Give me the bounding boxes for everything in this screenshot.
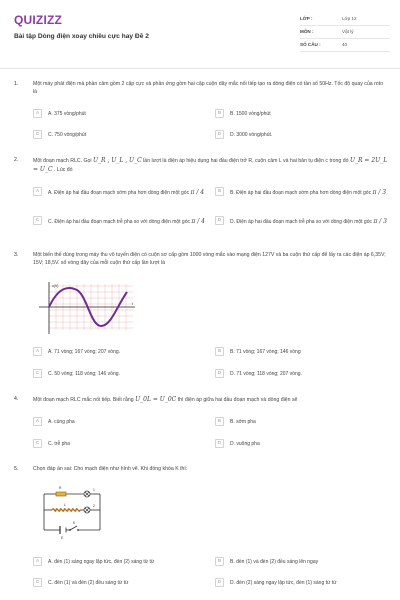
option-c[interactable] (33, 440, 208, 448)
option-d[interactable] (215, 370, 390, 378)
formula: U_0L = U_0C (135, 396, 177, 403)
formula: π / 3 (373, 218, 387, 225)
question-text-part: thì điện áp giữa hai đầu đoạn mạch và dòng điện sẽ (177, 397, 298, 403)
sine-wave-figure (35, 278, 139, 338)
option-a[interactable] (33, 110, 208, 118)
option-d[interactable] (215, 131, 390, 139)
question-number: 4. (14, 396, 19, 402)
meta-key: MÔN : (300, 28, 314, 34)
option-text-part: B. Điện áp hai đầu đoạn mạch sớm pha hơn dòng điện một góc (230, 190, 372, 196)
option-text: D. đèn (2) sáng ngay lập tức, đèn (1) sáng từ từ (230, 580, 337, 586)
meta-key: SỐ CÂU : (300, 41, 321, 47)
option-a[interactable] (33, 418, 208, 426)
option-letter-box: D (215, 578, 224, 587)
option-letter-box: B (215, 187, 224, 196)
option-text: A. cùng pha (48, 419, 75, 425)
meta-row-count (300, 39, 390, 52)
option-letter-box: D (215, 216, 224, 225)
option-text (48, 188, 208, 198)
quizizz-logo: QUIZIZZ (14, 13, 63, 27)
circuit-label: 2 (93, 504, 95, 508)
meta-row-class (300, 13, 390, 26)
option-letter-box: C (33, 130, 42, 139)
formula: π / 4 (190, 189, 205, 196)
option-d[interactable] (215, 217, 390, 227)
option-text-part: D. Điện áp hai đầu đoạn mạch trễ pha so với dòng điện một góc (230, 219, 372, 225)
circuit-wires (44, 494, 100, 530)
circuit-label: K (73, 521, 76, 525)
formula: U_R , U_L , U_C (92, 157, 142, 164)
option-text: A. 71 vòng; 167 vòng; 207 vòng. (48, 349, 120, 355)
option-text: D. 71 vòng; 118 vòng; 207 vòng. (230, 371, 302, 377)
option-c[interactable] (33, 131, 208, 139)
option-b[interactable] (215, 558, 390, 566)
question-text-part: Một đoạn mạch RLC. Gọi (33, 158, 92, 164)
option-text: C. 50 vòng; 118 vòng; 146 vòng. (48, 371, 120, 377)
question-number: 2. (14, 157, 19, 163)
circuit-label: L (64, 503, 66, 507)
lamp-2 (84, 507, 90, 513)
option-text: D. vuông pha (230, 441, 260, 447)
option-letter-box: B (215, 347, 224, 356)
figure-label: u(V) (52, 284, 59, 288)
option-letter-box: C (33, 439, 42, 448)
option-text: A. 375 vòng/phút (48, 111, 86, 117)
circuit-label: R (59, 486, 62, 490)
option-c[interactable] (33, 217, 208, 227)
option-letter-box: A (33, 187, 42, 196)
header-divider (0, 68, 400, 69)
option-b[interactable] (215, 418, 390, 426)
option-letter-box: A (33, 347, 42, 356)
question-text: Chọn đáp án sai: Cho mạch điện như hình vẽ. Khi đóng khóa K thì: (33, 466, 188, 472)
formula: π / 3 (372, 189, 387, 196)
option-letter-box: C (33, 216, 42, 225)
switch-k (69, 526, 79, 531)
option-d[interactable] (215, 440, 390, 448)
option-letter-box: A (33, 557, 42, 566)
option-d[interactable] (215, 579, 390, 587)
option-letter-box: B (215, 557, 224, 566)
option-letter-box: B (215, 109, 224, 118)
option-text: B. 71 vòng; 167 vòng; 146 vòng (230, 349, 301, 355)
option-text (230, 217, 390, 227)
option-letter-box: D (215, 439, 224, 448)
meta-value: Vật lý (342, 28, 354, 34)
option-text: B. 1500 vòng/phút (230, 111, 271, 117)
option-a[interactable] (33, 188, 208, 198)
option-text: B. sớm pha (230, 419, 256, 425)
option-text: B. đèn (1) và đèn (2) đều sáng lên ngay (230, 559, 319, 565)
option-b[interactable] (215, 188, 390, 198)
option-letter-box: A (33, 417, 42, 426)
option-letter-box: C (33, 369, 42, 378)
circuit-label: 1 (93, 488, 95, 492)
meta-value: Lớp 12 (342, 15, 357, 21)
question-text-part: Một đoạn mạch RLC mắc nối tiếp. Biết rằng (33, 397, 134, 403)
option-a[interactable] (33, 348, 208, 356)
option-text-part: A. Điện áp hai đầu đoạn mạch sớm pha hơn dòng điện một góc (48, 190, 190, 196)
formula: π / 4 (191, 218, 205, 225)
resistor-r (56, 492, 66, 496)
question-text: Một máy phát điện mà phần cảm gồm 2 cặp cực và phần ứng gồm hai cặp cuộn dây mắc nối tiếp tạo ra dòng điện có tần số 50Hz. Tốc độ quay của roto là (33, 81, 384, 95)
question-number: 3. (14, 252, 19, 258)
option-letter-box: D (215, 369, 224, 378)
meta-value: 40 (342, 41, 348, 47)
option-a[interactable] (33, 558, 208, 566)
option-text: C. 750 vòng/phút (48, 132, 87, 138)
question-text: Một biến thế dùng trong máy thu vô tuyến điện có cuộn sơ cấp gồm 1000 vòng mắc vào mạng điện 127V và ba cuộn thứ cấp để lấy ra các điện áp 6,35V; 15V; 18,5V. số vòng dây của mỗi cuộn thứ cấp lần lượt là (33, 252, 386, 266)
question-text-part: . Lúc đó (54, 166, 73, 173)
option-text: C. trễ pha (48, 441, 70, 447)
option-text: C. đèn (1) và đèn (2) đều sáng từ từ (48, 580, 129, 586)
option-text-part: C. Điện áp hai đầu đoạn mạch trễ pha so với dòng điện một góc (48, 219, 190, 225)
battery-e (60, 526, 66, 534)
lamp-1 (84, 491, 90, 497)
option-text (230, 188, 390, 198)
question-text (33, 157, 388, 174)
circuit-label: E (61, 536, 64, 540)
question-text-part: lần lượt là điện áp hiệu dụng hai đầu điện trở R, cuộn cảm L và hai bản tụ điện c trong đó (143, 158, 349, 164)
option-letter-box: D (215, 130, 224, 139)
inductor-l (52, 509, 80, 511)
circuit-diagram (40, 482, 110, 540)
document-header (0, 0, 400, 66)
figure-label: t (132, 302, 133, 306)
meta-key: LỚP : (300, 15, 313, 21)
meta-row-subject (300, 26, 390, 39)
option-c[interactable] (33, 370, 208, 378)
question-number: 1. (14, 81, 19, 87)
option-text: D. 3000 vòng/phút. (230, 132, 273, 138)
document-title: Bài tập Dòng điện xoay chiều cực hay Đề 2 (14, 33, 149, 40)
option-b[interactable] (215, 110, 390, 118)
option-c[interactable] (33, 579, 208, 587)
question-number: 5. (14, 466, 19, 472)
option-letter-box: B (215, 417, 224, 426)
document-meta (300, 13, 390, 52)
option-text (48, 217, 208, 227)
option-text: A. đèn (1) sáng ngay lập tức, đèn (2) sáng từ từ (48, 559, 155, 565)
option-b[interactable] (215, 348, 390, 356)
option-letter-box: C (33, 578, 42, 587)
formula: U_R = 2U_L = U_C (33, 157, 388, 173)
option-letter-box: A (33, 109, 42, 118)
question-text (33, 396, 388, 405)
